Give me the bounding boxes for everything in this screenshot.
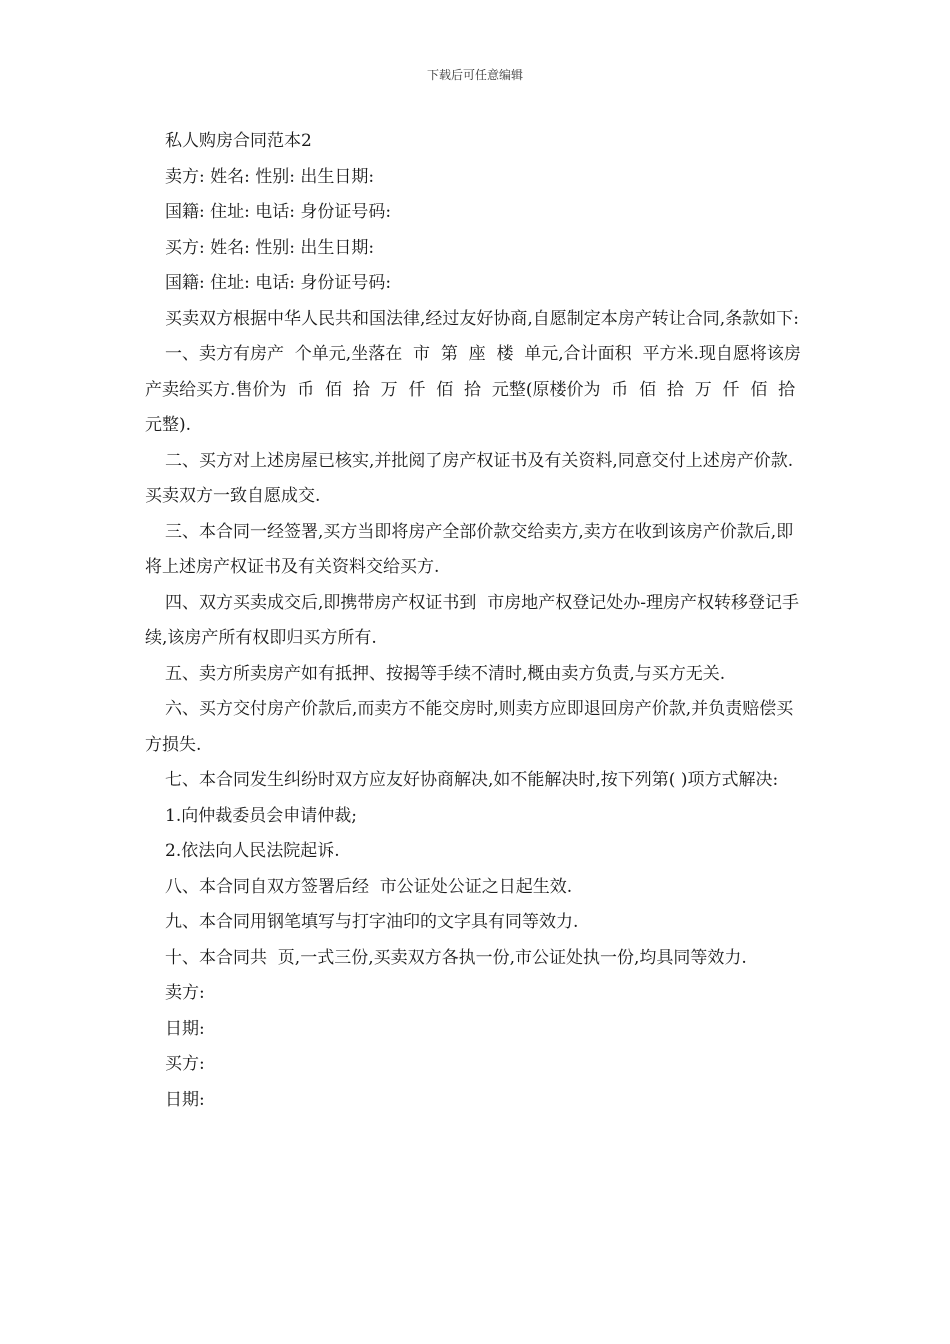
seller-info-line-2: 国籍: 住址: 电话: 身份证号码: [165, 202, 392, 222]
buyer-date: 日期: [165, 1089, 205, 1110]
clause-7-option-1: 1.向仲裁委员会申请仲裁; [165, 805, 357, 826]
contract-body [145, 124, 810, 1118]
clause-7: 七、本合同发生纠纷时双方应友好协商解决,如不能解决时,按下列第( )项方式解决: [165, 770, 779, 790]
seller-date: 日期: [165, 1018, 205, 1039]
document-title: 私人购房合同范本2 [165, 131, 312, 151]
buyer-info-line-2: 国籍: 住址: 电话: 身份证号码: [165, 273, 392, 293]
clause-2: 二、买方对上述房屋已核实,并批阅了房产权证书及有关资料,同意交付上述房产价款.买卖双方一致自愿成交. [145, 450, 794, 506]
clause-8: 八、本合同自双方签署后经 市公证处公证之日起生效. [165, 876, 573, 897]
clause-5: 五、卖方所卖房产如有抵押、按揭等手续不清时,概由卖方负责,与买方无关. [165, 663, 726, 684]
page-header-note: 下载后可任意编辑 [426, 68, 523, 82]
clause-4: 四、双方买卖成交后,即携带房产权证书到 市房地产权登记处办-理房产权转移登记手续,该房产所有权即归买方所有. [145, 592, 799, 648]
seller-info-line-1: 卖方: 姓名: 性别: 出生日期: [165, 166, 375, 187]
seller-signature: 卖方: [165, 983, 205, 1003]
clause-1: 一、卖方有房产 个单元,坐落在 市 第 座 楼 单元,合计面积 平方米.现自愿将该房产卖给买方.售价为 币 佰 拾 万 仟 佰 拾 元整(原楼价为 币 佰 拾 万 仟 佰 拾 元整). [145, 344, 806, 435]
buyer-info-line-1: 买方: 姓名: 性别: 出生日期: [165, 237, 375, 258]
clause-9: 九、本合同用钢笔填写与打字油印的文字具有同等效力. [165, 912, 579, 932]
clause-10: 十、本合同共 页,一式三份,买卖双方各执一份,市公证处执一份,均具同等效力. [165, 947, 747, 968]
buyer-signature: 买方: [165, 1054, 205, 1074]
clause-6: 六、买方交付房产价款后,而卖方不能交房时,则卖方应即退回房产价款,并负责赔偿买方损失. [145, 699, 794, 755]
clause-3: 三、本合同一经签署,买方当即将房产全部价款交给卖方,卖方在收到该房产价款后,即将上述房产权证书及有关资料交给买方. [145, 521, 794, 577]
clause-7-option-2: 2.依法向人民法院起诉. [165, 841, 340, 861]
preamble: 买卖双方根据中华人民共和国法律,经过友好协商,自愿制定本房产转让合同,条款如下: [165, 308, 799, 329]
